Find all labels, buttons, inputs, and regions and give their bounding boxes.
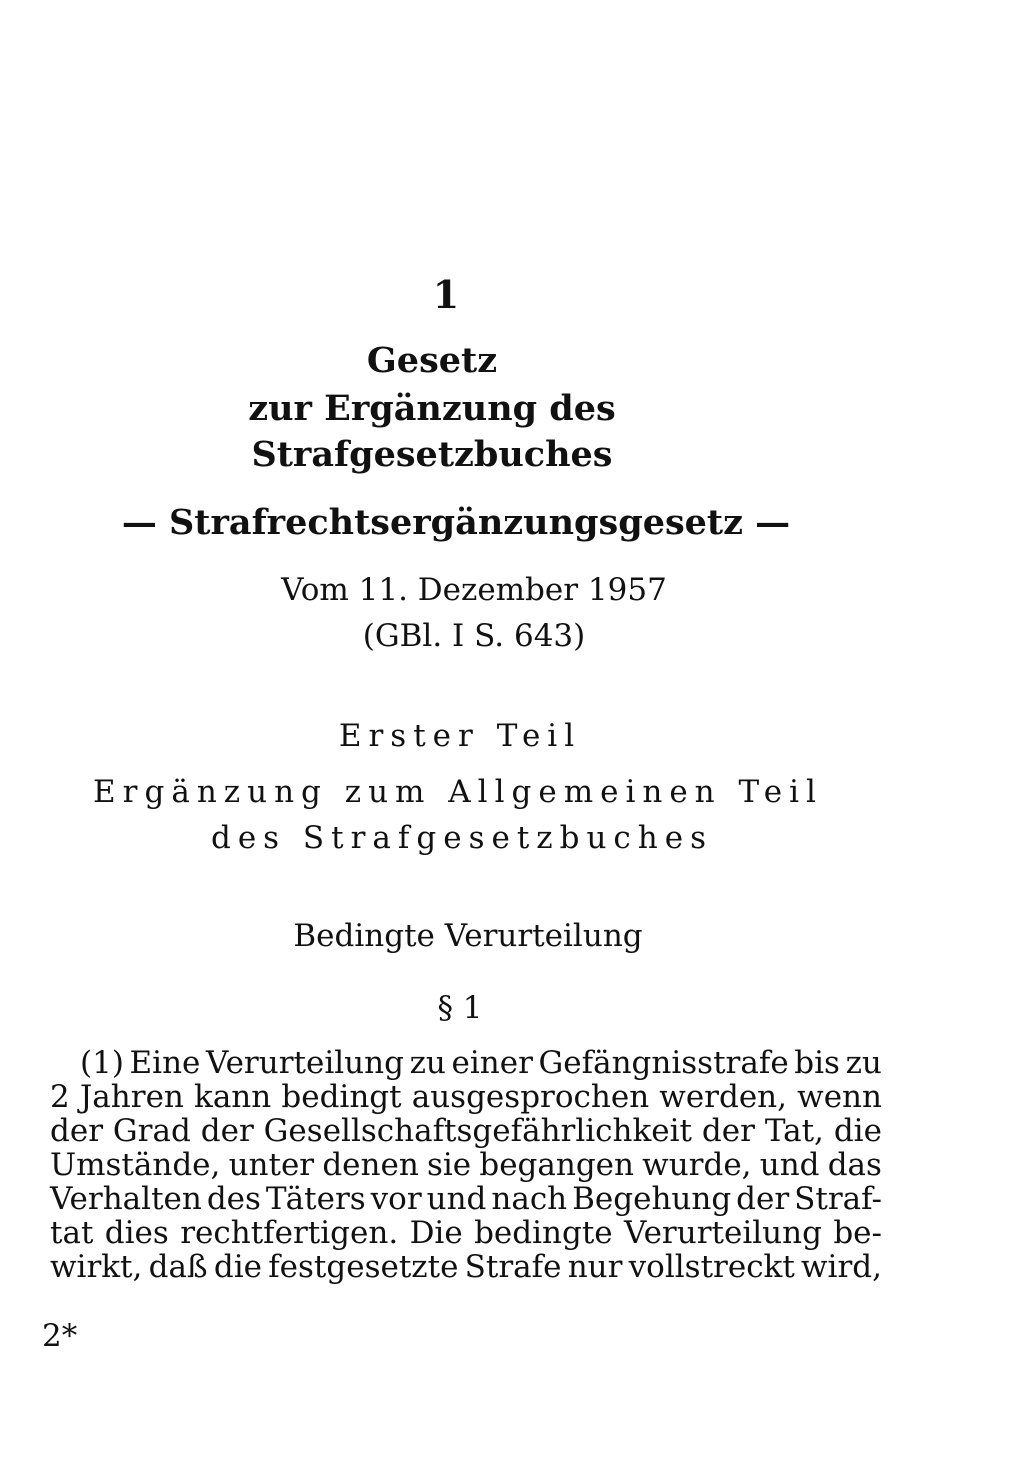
body-line xyxy=(50,1216,882,1250)
body-word: bedingt xyxy=(281,1079,402,1115)
signature-mark: 2* xyxy=(42,1318,78,1354)
body-line xyxy=(50,1250,882,1284)
body-word: wirkt, xyxy=(50,1249,143,1285)
part-label: Erster Teil xyxy=(338,718,582,754)
body-word: Verhalten xyxy=(50,1181,202,1217)
body-word: dies xyxy=(104,1215,169,1251)
body-word: Umstände, xyxy=(50,1147,221,1183)
body-word: werden, xyxy=(659,1079,788,1115)
law-short-title: — Strafrechtsergänzungsgesetz — xyxy=(121,502,791,543)
body-word: Gesellschaftsgefährlichkeit xyxy=(263,1113,693,1149)
body-word: Straf- xyxy=(794,1181,882,1217)
body-word: der xyxy=(736,1181,790,1217)
body-word: der xyxy=(50,1113,104,1149)
body-word: daß xyxy=(148,1249,208,1285)
body-word: nur xyxy=(567,1249,623,1285)
body-line xyxy=(50,1114,882,1148)
body-word: Die xyxy=(409,1215,463,1251)
body-word: Verurteilung xyxy=(624,1215,822,1251)
body-word: Jahren xyxy=(79,1079,184,1115)
body-line xyxy=(50,1148,882,1182)
body-word: 2 xyxy=(50,1079,70,1115)
body-word: einer xyxy=(451,1045,533,1081)
body-word: vollstreckt xyxy=(628,1249,795,1285)
body-word: der xyxy=(200,1113,254,1149)
body-word: sie xyxy=(426,1147,472,1183)
body-word: Verurteilung xyxy=(206,1045,404,1081)
body-word: Tat, xyxy=(764,1113,824,1149)
law-title-line-2: zur Ergänzung des xyxy=(248,388,616,429)
body-word: wenn xyxy=(797,1079,882,1115)
body-word: festgesetzte xyxy=(268,1249,459,1285)
body-word: begangen xyxy=(479,1147,634,1183)
body-word: wird, xyxy=(801,1249,882,1285)
body-word: vor xyxy=(370,1181,422,1217)
body-word: ausgesprochen xyxy=(411,1079,650,1115)
body-word: bedingte xyxy=(474,1215,613,1251)
body-word: rechtfertigen. xyxy=(180,1215,399,1251)
body-word: nach xyxy=(491,1181,568,1217)
section-heading: Bedingte Verurteilung xyxy=(293,918,643,954)
body-word: bis xyxy=(794,1045,840,1081)
body-line xyxy=(50,1046,882,1080)
body-word: des xyxy=(206,1181,261,1217)
law-title-line-3: Strafgesetzbuches xyxy=(251,434,613,475)
body-word: kann xyxy=(194,1079,272,1115)
body-word: und xyxy=(426,1181,487,1217)
body-word: zu xyxy=(409,1045,446,1081)
body-word: der xyxy=(701,1113,755,1149)
body-line xyxy=(50,1182,882,1216)
body-word: Täters xyxy=(265,1181,366,1217)
body-word: zu xyxy=(845,1045,882,1081)
law-date: Vom 11. Dezember 1957 xyxy=(281,572,667,608)
gazette-reference: (GBl. I S. 643) xyxy=(362,618,586,654)
paragraph-body xyxy=(50,1046,882,1284)
body-word: die xyxy=(213,1249,262,1285)
part-title-line-1: Ergänzung zum Allgemeinen Teil xyxy=(93,774,823,810)
body-word: tat xyxy=(50,1215,94,1251)
body-line xyxy=(50,1080,882,1114)
law-title-line-1: Gesetz xyxy=(366,340,498,381)
body-word: Eine xyxy=(129,1045,201,1081)
body-word: Gefängnisstrafe xyxy=(538,1045,789,1081)
body-word: wurde, xyxy=(642,1147,752,1183)
part-title-line-2: des Strafgesetzbuches xyxy=(210,820,714,856)
document-number: 1 xyxy=(432,272,460,317)
body-word: be- xyxy=(833,1215,882,1251)
body-word: und xyxy=(759,1147,820,1183)
body-word: denen xyxy=(322,1147,419,1183)
body-word: das xyxy=(827,1147,882,1183)
body-word: (1) xyxy=(80,1045,124,1081)
paragraph-sign: § 1 xyxy=(437,990,483,1026)
body-word: Strafe xyxy=(464,1249,562,1285)
body-word: Grad xyxy=(112,1113,191,1149)
body-word: die xyxy=(833,1113,882,1149)
body-word: unter xyxy=(228,1147,315,1183)
body-word: Begehung xyxy=(572,1181,732,1217)
